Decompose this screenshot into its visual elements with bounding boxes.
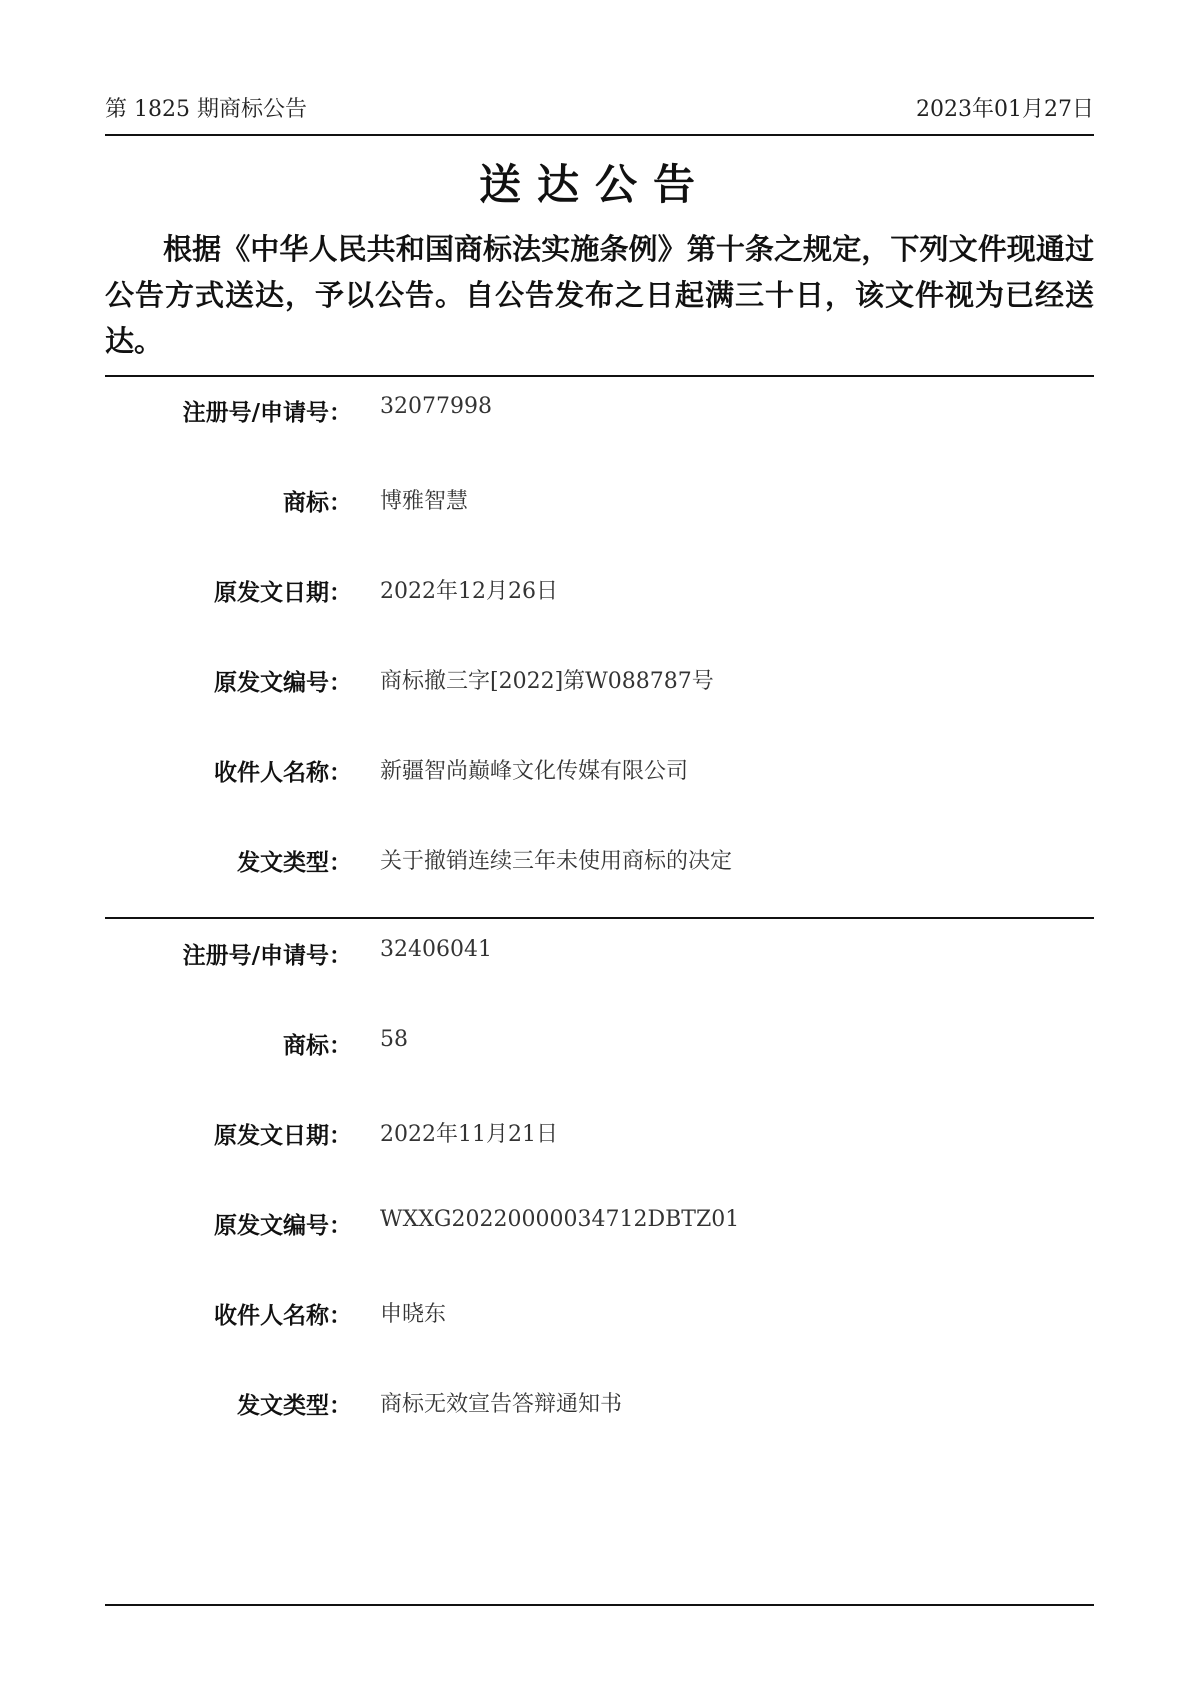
field-orig-date <box>105 1115 1094 1155</box>
issue-date: 2023年01月27日 <box>916 97 1094 122</box>
doc-type-value: 关于撤销连续三年未使用商标的决定 <box>380 849 733 874</box>
field-orig-date <box>105 572 1094 612</box>
header-divider <box>105 134 1094 136</box>
orig-date-label: 原发文日期： <box>214 1123 352 1149</box>
recipient-label: 收件人名称： <box>214 760 352 786</box>
mark-label: 商标： <box>283 1033 352 1059</box>
field-recipient <box>105 752 1094 792</box>
mark-label: 商标： <box>283 490 352 516</box>
field-mark <box>105 1025 1094 1065</box>
reg-no-label: 注册号/申请号： <box>182 943 352 969</box>
section-divider <box>105 375 1094 377</box>
field-orig-no <box>105 1205 1094 1245</box>
orig-date-value: 2022年12月26日 <box>380 579 558 604</box>
doc-type-label: 发文类型： <box>237 1393 352 1419</box>
field-doc-type <box>105 842 1094 882</box>
reg-no-value: 32077998 <box>380 394 492 419</box>
orig-no-value: 商标撤三字[2022]第W088787号 <box>380 669 714 694</box>
field-mark <box>105 482 1094 522</box>
orig-no-label: 原发文编号： <box>214 1213 352 1239</box>
reg-no-label: 注册号/申请号： <box>182 400 352 426</box>
recipient-value: 申晓东 <box>380 1302 447 1327</box>
field-recipient <box>105 1295 1094 1335</box>
orig-date-label: 原发文日期： <box>214 580 352 606</box>
orig-date-value: 2022年11月21日 <box>380 1122 558 1147</box>
issue-number: 第 1825 期商标公告 <box>105 97 307 122</box>
mark-value: 博雅智慧 <box>380 489 469 514</box>
orig-no-value: WXXG20220000034712DBTZ01 <box>380 1207 740 1232</box>
orig-no-label: 原发文编号： <box>214 670 352 696</box>
page-header <box>105 92 1094 128</box>
field-orig-no <box>105 662 1094 702</box>
footer-divider <box>105 1604 1094 1606</box>
page-title: 送达公告 <box>478 160 711 209</box>
record-divider <box>105 917 1094 919</box>
intro-paragraph: 根据《中华人民共和国商标法实施条例》第十条之规定，下列文件现通过公告方式送达，予以公告。自公告发布之日起满三十日，该文件视为已经送达。 <box>105 232 1094 358</box>
recipient-label: 收件人名称： <box>214 1303 352 1329</box>
mark-value: 58 <box>380 1027 408 1052</box>
field-doc-type <box>105 1385 1094 1425</box>
reg-no-value: 32406041 <box>380 937 492 962</box>
field-reg-no <box>105 392 1094 432</box>
recipient-value: 新疆智尚巅峰文化传媒有限公司 <box>380 759 689 784</box>
doc-type-label: 发文类型： <box>237 850 352 876</box>
field-reg-no <box>105 935 1094 975</box>
doc-type-value: 商标无效宣告答辩通知书 <box>380 1392 623 1417</box>
